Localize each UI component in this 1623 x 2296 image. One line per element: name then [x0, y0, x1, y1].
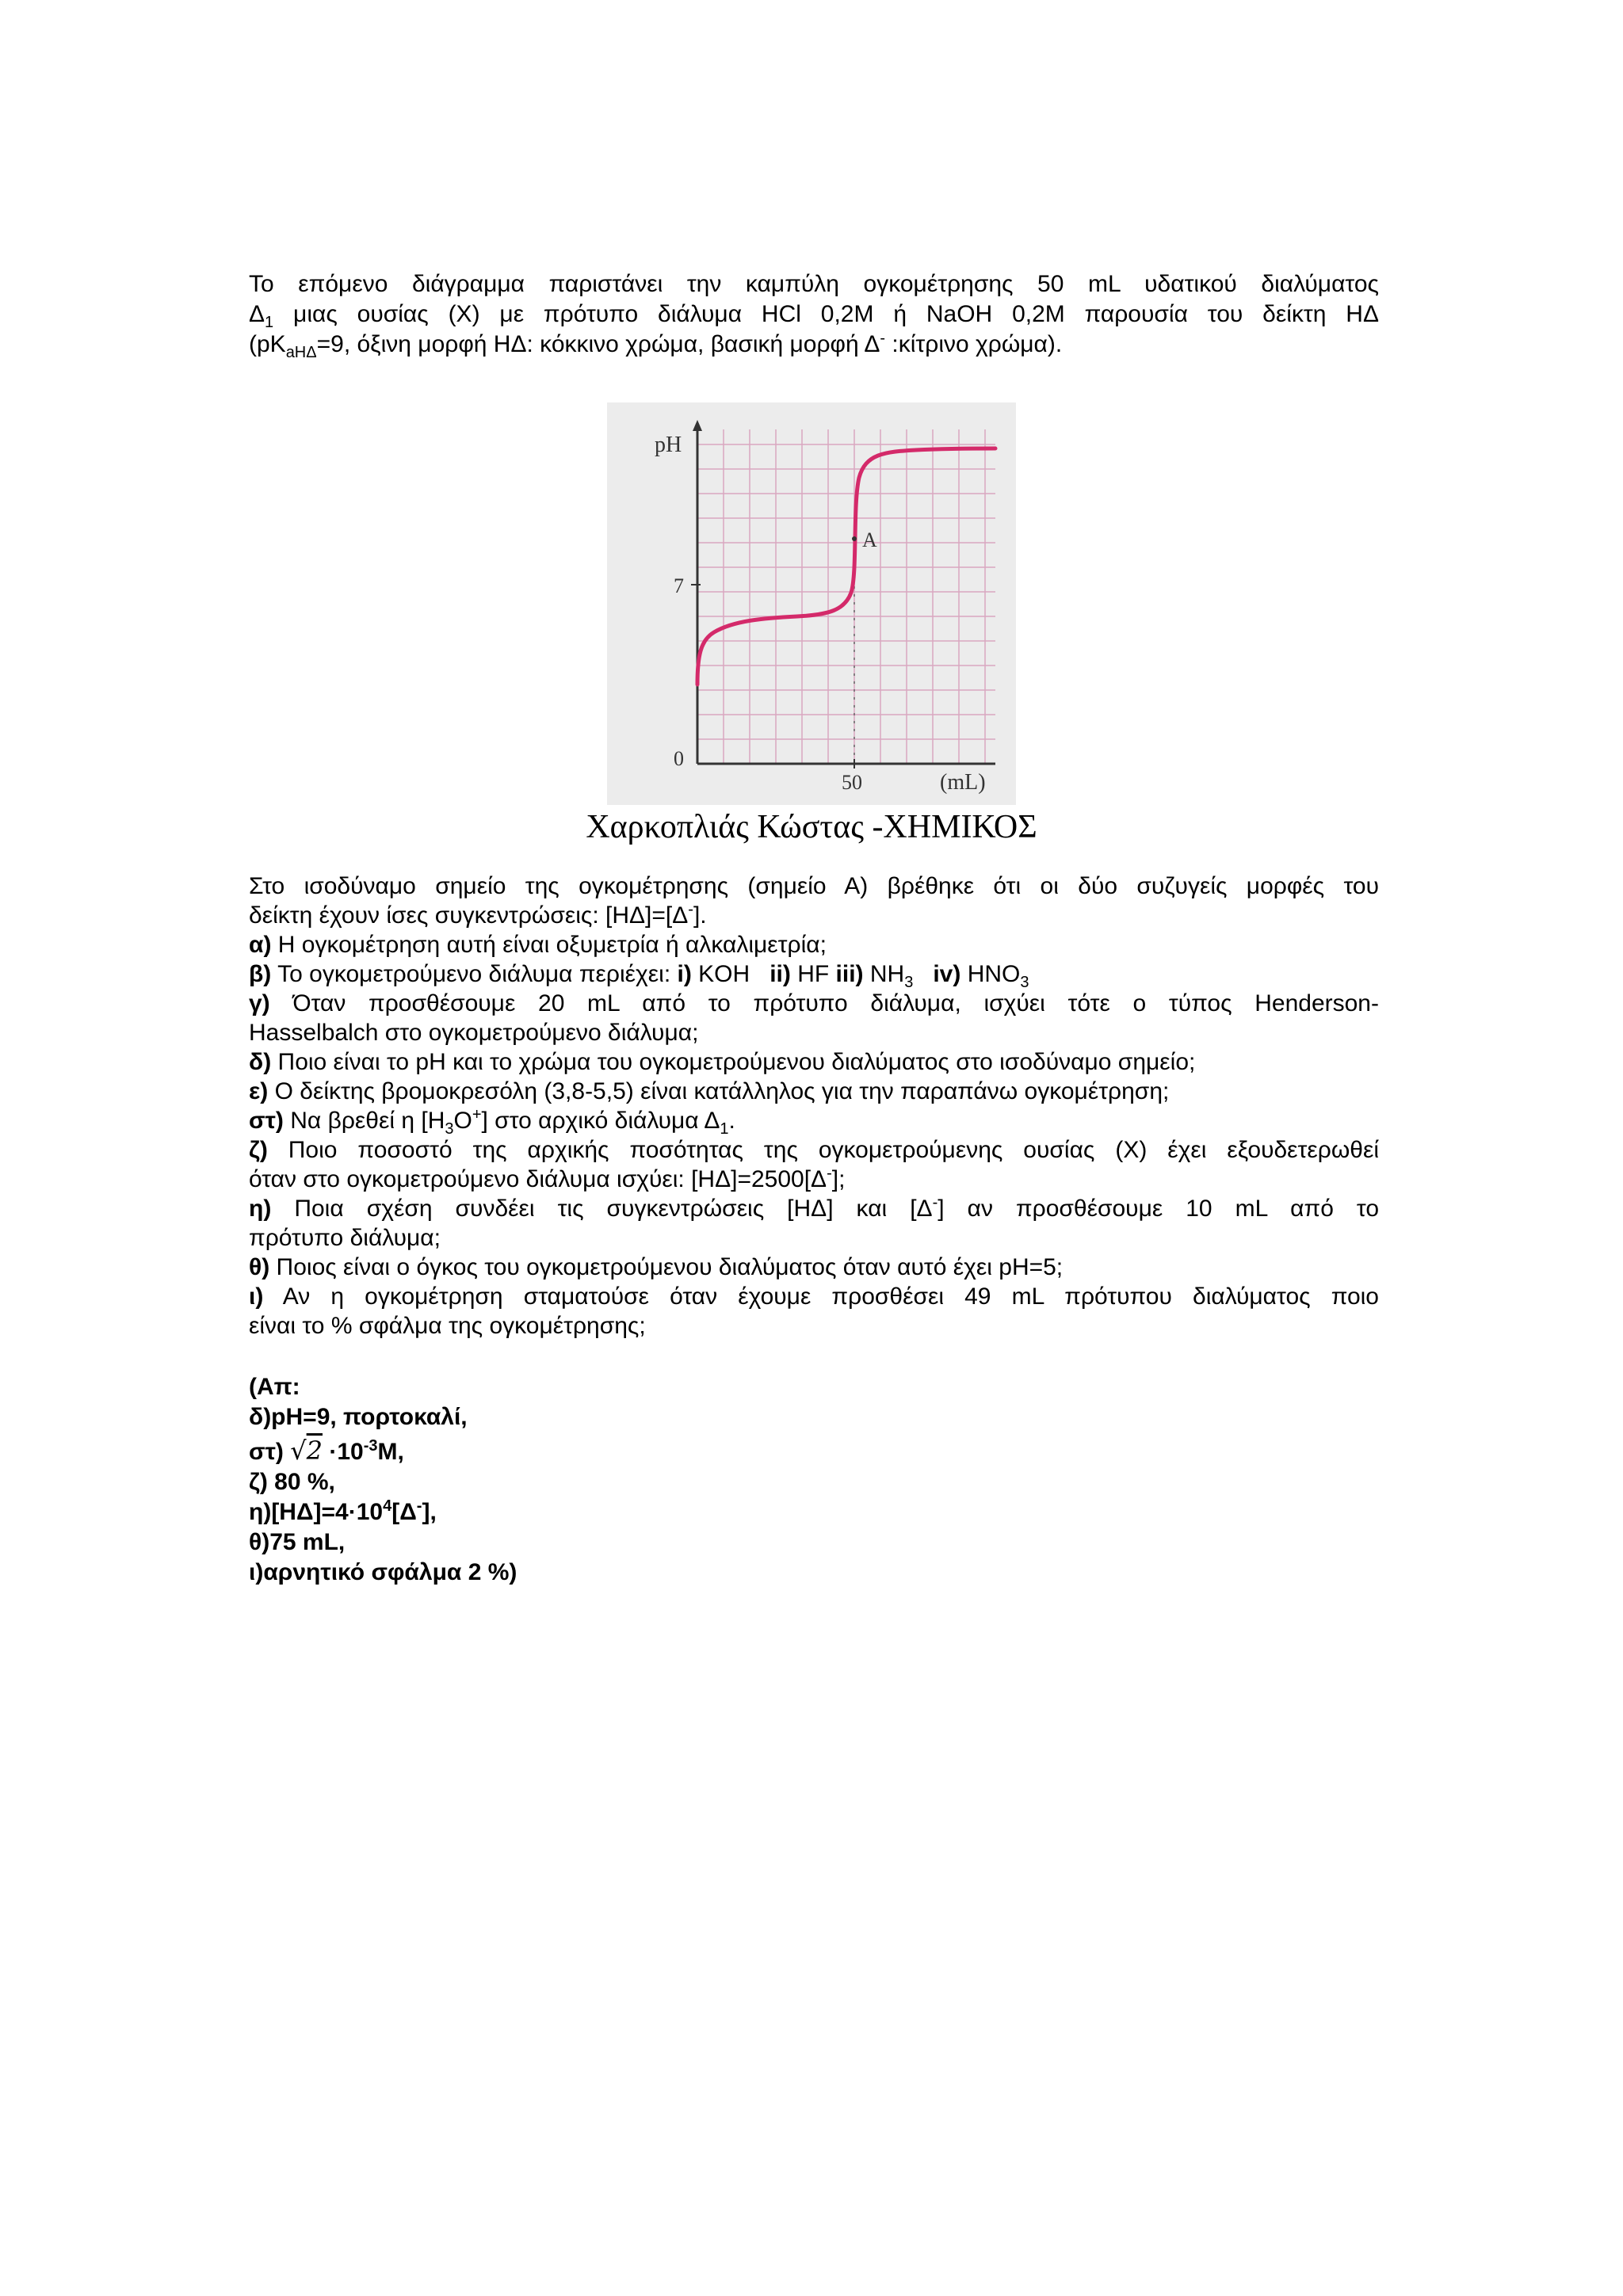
titration-curve [697, 448, 995, 685]
paragraph-line-1: Στο ισοδύναμο σημείο της ογκομέτρησης (σημείο Α) βρέθηκε ότι οι δύο συζυγείς μορφές του [249, 873, 1379, 899]
answers-heading: (Απ: [249, 1374, 300, 1400]
answer-st: στ) $√2 \cdot 10^{-3}M$, [249, 1436, 404, 1466]
intro-line-3: ($pK_{aH\Delta}=9$, όξινη μορφή ΗΔ: κόκκινο χρώμα, βασική μορφή Δ- :κίτρινο χρώμα). [249, 330, 1063, 361]
questions-section [249, 871, 1379, 1341]
question-st: στ) Να βρεθεί η $[H_3O^+]$ στο αρχικό διάλυμα $\Delta_1$. [249, 1106, 735, 1138]
question-b: β) Το ογκομετρούμενο διάλυμα περιέχει: i) KOH ii) HF iii) $NH_3$ iv) $HNO_3$ [249, 961, 1029, 991]
question-h-line-2: πρότυπο διάλυμα; [249, 1225, 441, 1251]
square-root-symbol: √2 [290, 1436, 323, 1466]
question-e: ε) Ο δείκτης βρομοκρεσόλη (3,8-5,5) είναι κατάλληλος για την παραπάνω ογκομέτρηση; [249, 1078, 1170, 1104]
titration-curve-figure [607, 402, 1016, 805]
question-d: δ) Ποιο είναι το pH και το χρώμα του ογκομετρούμενου διαλύματος στο ισοδύναμο σημείο; [249, 1049, 1196, 1075]
y-axis-label: pH [655, 433, 682, 457]
question-i-line-1: ι) Αν η ογκομέτρηση σταματούσε όταν έχουμε προσθέσει 49 mL πρότυπου διαλύματος ποιο [249, 1283, 1379, 1310]
answer-z: ζ) 80 %, [249, 1469, 335, 1495]
answers-section [249, 1372, 1041, 1588]
question-z-line-1: ζ) Ποιο ποσοστό της αρχικής ποσότητας της ογκομετρούμενης ουσίας (Χ) έχει εξουδετερωθεί [249, 1137, 1379, 1163]
question-th: θ) Ποιος είναι ο όγκος του ογκομετρούμενου διαλύματος όταν αυτό έχει pH=5; [249, 1254, 1064, 1280]
paragraph-line-2: δείκτη έχουν ίσες συγκεντρώσεις: [ΗΔ]=[Δ-]. [249, 901, 707, 929]
intro-line-1: Το επόμενο διάγραμμα παριστάνει την καμπύλη ογκομέτρησης 50 mL υδατικού διαλύματος [249, 271, 1379, 297]
question-c-line-1: γ) Όταν προσθέσουμε 20 mL από το πρότυπο διάλυμα, ισχύει τότε ο τύπος Henderson- [249, 990, 1379, 1016]
question-i-line-2: είναι το % σφάλμα της ογκομέτρησης; [249, 1313, 646, 1339]
point-a-label: A [862, 528, 877, 551]
x-axis-unit: (mL) [940, 770, 986, 795]
answer-d: δ)pH=9, πορτοκαλί, [249, 1404, 468, 1430]
question-c-line-2: Hasselbalch στο ογκομετρούμενο διάλυμα; [249, 1020, 699, 1046]
intro-line-2: $\Delta_1$ μιας ουσίας (Χ) με πρότυπο διάλυμα HCl 0,2M ή NaOH 0,2M παρουσία του δείκτη ΗΔ [249, 301, 1379, 331]
question-h-line-1: η) Ποια σχέση συνδέει τις συγκεντρώσεις [ΗΔ] και [Δ-] αν προσθέσουμε 10 mL από το [249, 1194, 1380, 1222]
answer-th: θ)75 mL, [249, 1529, 346, 1555]
y-tick-7: 7 [674, 574, 684, 597]
question-z-line-2: όταν στο ογκομετρούμενο διάλυμα ισχύει: [ΗΔ]=2500[Δ-]; [249, 1165, 846, 1192]
figure-caption: Χαρκοπλιάς Κώστας -ΧΗΜΙΚΟΣ [586, 809, 1037, 845]
question-a: α) Η ογκομέτρηση αυτή είναι οξυμετρία ή αλκαλιμετρία; [249, 932, 827, 958]
point-a-marker [852, 536, 857, 541]
y-tick-0: 0 [674, 747, 684, 770]
answer-i: ι)αρνητικό σφάλμα 2 %) [249, 1559, 517, 1585]
chart-grid [697, 429, 995, 764]
x-tick-50: 50 [842, 771, 862, 794]
intro-paragraph [249, 269, 1379, 360]
titration-curve-svg [607, 402, 1016, 805]
answer-h: $\eta)[H\Delta]=4\cdot 10^4[\Delta^-]$, [249, 1497, 437, 1525]
y-axis-arrow-icon [693, 420, 702, 431]
